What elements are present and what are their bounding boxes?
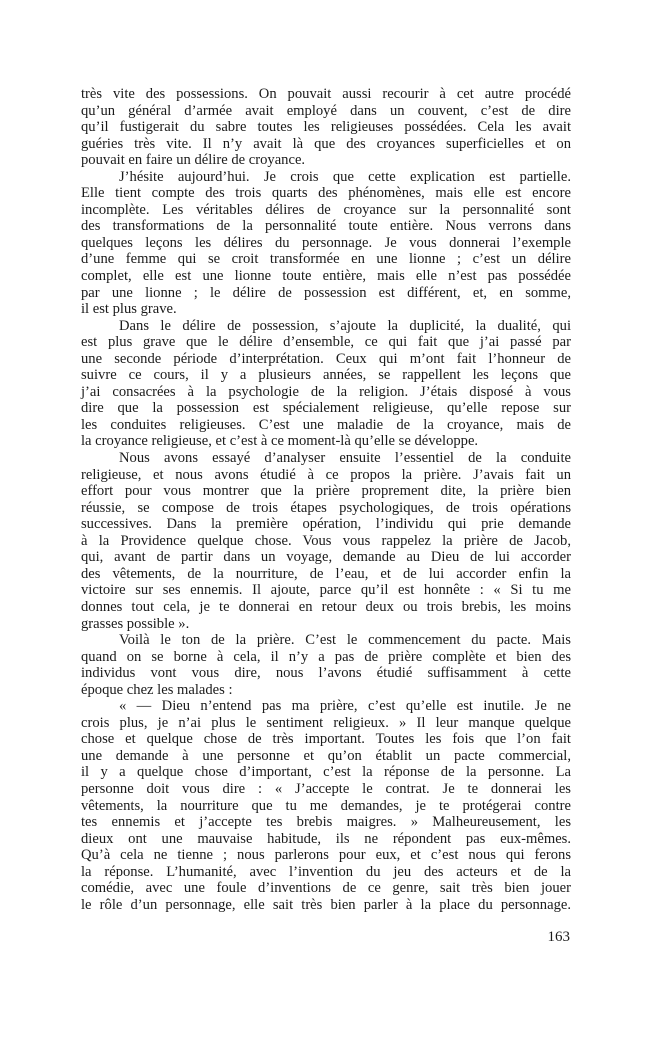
text-line: j’ai consacrées à la psychologie de la religion. J’étais disposé à vous xyxy=(81,383,571,400)
text-line: chose et quelque chose de très important. Toutes les fois que l’on fait xyxy=(81,731,571,748)
text-line: guéries très vite. Il n’y avait là que des croyances superficielles et on xyxy=(81,135,571,152)
text-line: réussie, se compose de trois étapes psychologiques, de trois opérations xyxy=(81,499,571,516)
text-line: il est plus grave. xyxy=(81,301,177,318)
text-line: individus vont vous dire, nous l’avons étudié suffisamment à cette xyxy=(81,665,571,682)
text-line: vêtements, la nourriture que tu me demandes, je te protégerai contre xyxy=(81,797,571,814)
text-line: crois plus, je n’ai plus le sentiment religieux. » Il leur manque quelque xyxy=(81,714,571,731)
text-line: d’une femme qui se croit transformée en une lionne ; c’est un délire xyxy=(81,251,571,268)
text-line: des vêtements, de la nourriture, de l’eau, et de lui accorder enfin la xyxy=(81,565,571,582)
text-line: complet, elle est une lionne toute entière, mais elle n’est pas possédée xyxy=(81,268,571,285)
text-line: époque chez les malades : xyxy=(81,681,233,698)
paragraph xyxy=(81,318,571,450)
text-line: donnes tout cela, je te donnerai en retour deux ou trois brebis, les moins xyxy=(81,598,571,615)
text-line: grasses possible ». xyxy=(81,615,190,632)
paragraph xyxy=(81,450,571,632)
text-line: une demande à une personne et qu’on établit un pacte commercial, xyxy=(81,747,571,764)
paragraph xyxy=(81,169,571,318)
text-line: une seconde période d’interprétation. Ceux qui m’ont fait l’honneur de xyxy=(81,350,571,367)
text-line: Qu’à cela ne tienne ; nous parlerons pour eux, et c’est nous qui ferons xyxy=(81,847,571,864)
text-line: personne doit vous dire : « J’accepte le contrat. Je te donnerai les xyxy=(81,780,571,797)
text-line: Nous avons essayé d’analyser ensuite l’essentiel de la conduite xyxy=(119,450,571,467)
body-text xyxy=(81,86,571,913)
text-line: Elle tient compte des trois quarts des phénomènes, mais elle est encore xyxy=(81,185,571,202)
text-line: la croyance religieuse, et c’est à ce moment-là qu’elle se développe. xyxy=(81,433,479,450)
text-line: la réponse. L’humanité, avec l’invention du jeu des acteurs et de la xyxy=(81,863,571,880)
page-number: 163 xyxy=(547,929,570,945)
text-line: qu’un général d’armée avait employé dans un couvent, c’est de dire xyxy=(81,102,571,119)
text-line: effort pour vous montrer que la prière proprement dite, la prière bien xyxy=(81,483,571,500)
text-line: il y a quelque chose d’important, c’est la réponse de la personne. La xyxy=(81,764,571,781)
text-line: très vite des possessions. On pouvait aussi recourir à cet autre procédé xyxy=(81,86,571,102)
text-line: dire que la possession est spécialement religieuse, qu’elle repose sur xyxy=(81,400,571,417)
paragraph xyxy=(81,86,571,169)
text-line: qui, avant de partir dans un voyage, demande au Dieu de lui accorder xyxy=(81,549,571,566)
text-line: qu’il fustigerait du sabre toutes les religieuses possédées. Cela les avait xyxy=(81,119,571,136)
text-line: est plus grave que le délire d’ensemble, ce qui fait que j’ai passé par xyxy=(81,334,571,351)
text-line: quelques leçons les délires du personnage. Je vous donnerai l’exemple xyxy=(81,234,571,251)
text-line: les conduites religieuses. C’est une maladie de la croyance, mais de xyxy=(81,416,571,433)
text-line: par une lionne ; le délire de possession est différent, et, en somme, xyxy=(81,284,571,301)
text-line: Voilà le ton de la prière. C’est le commencement du pacte. Mais xyxy=(119,632,571,649)
text-line: « — Dieu n’entend pas ma prière, c’est qu’elle est inutile. Je ne xyxy=(119,698,571,715)
text-line: pouvait en faire un délire de croyance. xyxy=(81,152,306,169)
text-line: victoire sur ses ennemis. Il ajoute, parce qu’il est honnête : « Si tu me xyxy=(81,582,571,599)
text-line: J’hésite aujourd’hui. Je crois que cette explication est partielle. xyxy=(119,168,571,185)
text-line: dieux ont une mauvaise habitude, ils ne répondent pas eux-mêmes. xyxy=(81,830,571,847)
text-line: le rôle d’un personnage, elle sait très bien parler à la place du personnage. xyxy=(81,896,571,913)
text-line: suivre ce cours, il y a plusieurs années, se rappellent les leçons que xyxy=(81,367,571,384)
text-line: tes ennemis et j’accepte tes brebis maigres. » Malheureusement, les xyxy=(81,814,571,831)
text-line: Dans le délire de possession, s’ajoute la duplicité, la dualité, qui xyxy=(119,317,571,334)
paragraph xyxy=(81,632,571,698)
text-line: religieuse, et nous avons étudié à ce propos la prière. J’avais fait un xyxy=(81,466,571,483)
text-line: successives. Dans la première opération, l’individu qui prie demande xyxy=(81,516,571,533)
paragraph xyxy=(81,698,571,913)
text-line: des transformations de la personnalité toute entière. Nous verrons dans xyxy=(81,218,571,235)
text-line: quand on se borne à cela, il n’y a pas de prière complète et bien des xyxy=(81,648,571,665)
text-line: comédie, avec une foule d’inventions de ce genre, sait très bien jouer xyxy=(81,880,571,897)
text-line: à la Providence quelque chose. Vous vous rappelez la prière de Jacob, xyxy=(81,532,571,549)
text-line: incomplète. Les véritables délires de croyance sur la personnalité sont xyxy=(81,201,571,218)
